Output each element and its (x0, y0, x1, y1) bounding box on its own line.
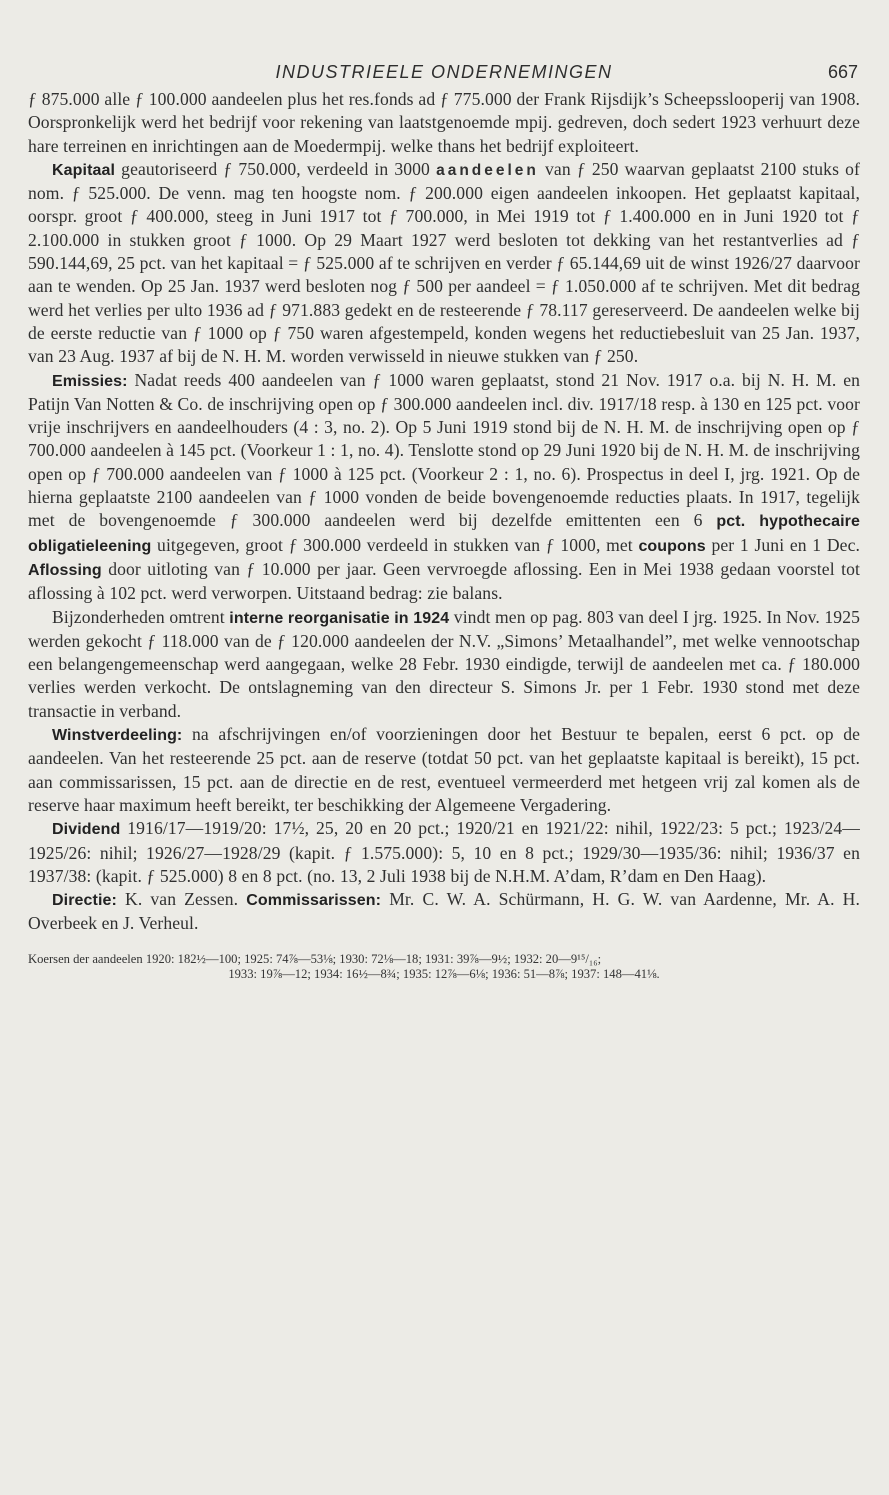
emissies-label: Emissies: (52, 372, 128, 390)
kapitaal-label: Kapitaal (52, 161, 116, 179)
directie-label: Directie: (52, 892, 117, 910)
coupons-term: coupons (638, 537, 706, 555)
commissarissen-label: Commissarissen: (246, 892, 382, 910)
paragraph-bestuur (28, 888, 860, 936)
emissies-text-b: uitgegeven, groot ƒ 300.000 verdeeld in stukken van ƒ 1000, met (151, 534, 639, 555)
footnote-koersen (28, 952, 860, 982)
emissies-text-a: Nadat reeds 400 aandeelen van ƒ 1000 waren geplaatst, stond 21 Nov. 1917 o.a. bij N. H. M. en Patijn Van Notten & Co. de inschrijving open op ƒ 300.000 aandeelen incl. div. 1917/18 resp. à 130 en 125 pct. voor vrije inschrijvers en aandeelhouders (4 : 3, no. 2). Op 5 Juni 1919 stond bij de N. H. M. de inschrijving open op ƒ 700.000 aandeelen à 145 pct. (Voorkeur 1 : 1, no. 4). Tenslotte stond op 29 Juni 1920 bij de N. H. M. de inschrijving open op ƒ 700.000 aandeelen van ƒ 1000 à 125 pct. (Voorkeur 2 : 1, no. 6). Prospectus in deel I, jrg. 1921. Op de hierna geplaatste 2100 aandeelen van ƒ 1000 vonden de beide bovengenoemde reducties plaats. In 1917, tegelijk met de bovengenoemde ƒ 300.000 aandeelen werd bij dezelfde emittenten een 6 (28, 369, 860, 531)
page (28, 58, 860, 982)
reorganisatie-term: interne reorganisatie in 1924 (229, 609, 450, 627)
page-number: 667 (827, 62, 858, 82)
dividend-label: Dividend (52, 821, 121, 839)
dividend-text: 1916/17—1919/20: 17½, 25, 20 en 20 pct.; 1920/21 en 1921/22: nihil, 1922/23: 5 pct.; 1923/24—1925/26: nihil; 1926/27—1928/29 (kapit. ƒ 1.575.000): 5, 10 en 8 pct.; 1929/30—1935/36: nihil; 1936/37 en 1937/38: (kapit. ƒ 525.000) 8 en 8 pct. (no. 13, 2 Juli 1938 bij de N.H.M. A’dam, R’dam en Den Haag). (28, 818, 860, 886)
emissies-text-d: door uitloting van ƒ 10.000 per jaar. Geen vervroegde aflossing. Een in Mei 1938 gedaan voorstel tot aflossing à 102 pct. werd verworpen. Uitstaand bedrag: zie balans. (28, 558, 860, 604)
kapitaal-emphasis: aandeelen (436, 161, 539, 179)
winstverdeeling-label: Winstverdeeling: (52, 727, 183, 745)
kapitaal-text-b: van ƒ 250 waarvan geplaatst 2100 stuks of nom. ƒ 525.000. De venn. mag ten hoogste nom. ƒ 200.000 eigen aandeelen inkoopen. Het geplaatst kapitaal, oorspr. groot ƒ 400.000, steeg in Juni 1917 tot ƒ 700.000, in Mei 1919 tot ƒ 1.400.000 en in Juni 1920 tot ƒ 2.100.000 in stukken groot ƒ 1000. Op 29 Maart 1927 werd besloten tot dekking van het restantverlies ad ƒ 590.144,69, 25 pct. van het kapitaal = ƒ 525.000 af te schrijven en verder ƒ 65.144,69 uit de winst 1926/27 daarvoor aan te wenden. Op 25 Jan. 1937 werd besloten nog ƒ 500 per aandeel = ƒ 1.050.000 af te schrijven. Met dit bedrag werd het verlies per ulto 1936 ad ƒ 971.883 gedekt en de resteerende ƒ 78.117 gereserveerd. De aandeelen welke bij de eerste reductie van ƒ 1000 op ƒ 750 waren afgestempeld, konden wegens het reductiebesluit van 25 Jan. 1937, van 23 Aug. 1937 af bij de N. H. M. worden verwisseld in nieuwe stukken van ƒ 250. (28, 158, 860, 367)
commissarissen-text: Mr. C. W. A. Schürmann, H. G. W. van Aardenne, Mr. A. H. Overbeek en J. Verheul. (28, 889, 860, 934)
paragraph-emissies (28, 369, 860, 606)
directie-text: K. van Zessen. (116, 889, 247, 910)
running-header (28, 58, 860, 88)
emissies-text-c: per 1 Juni en 1 Dec. (705, 534, 860, 555)
paragraph-kapitaal (28, 158, 860, 369)
paragraph-continuation: ƒ 875.000 alle ƒ 100.000 aandeelen plus het res.fonds ad ƒ 775.000 der Frank Rijsdijk’s Scheepsslooperij van 1908. Oorspronkelijk werd het bedrijf voor rekening van laatstgenoemde mpij. gedreven, doch sedert 1923 verhuurt deze hare terreinen en inrichtingen aan de Moedermpij. welke thans het bedrijf exploiteert. (28, 89, 860, 156)
obligatieleening-term: pct. hypothecaire obligatieleening (28, 513, 860, 555)
aflossing-term: Aflossing (28, 561, 102, 579)
footnote-line-1: Koersen der aandeelen 1920: 182½—100; 1925: 74⅞—53⅛; 1930: 72⅛—18; 1931: 39⅞—9½; 1932: 20—9¹⁵/₁₆; (28, 951, 602, 966)
paragraph-dividend (28, 817, 860, 888)
kapitaal-text-a: geautoriseerd ƒ 750.000, verdeeld in 3000 (115, 158, 437, 179)
paragraph-reorganisatie (28, 606, 860, 723)
body-text (28, 88, 860, 936)
paragraph-winstverdeeling (28, 723, 860, 817)
footnote-line-2: 1933: 19⅞—12; 1934: 16½—8¾; 1935: 12⅞—6⅛; 1936: 51—8⅞; 1937: 148—41⅛. (228, 966, 660, 981)
winstverdeeling-text: na afschrijvingen en/of voorzieningen door het Bestuur te bepalen, eerst 6 pct. op de aandeelen. Van het resteerende 25 pct. aan de reserve (totdat 50 pct. van het geplaatste kapitaal is bereikt), 15 pct. aan commissarissen, 15 pct. aan de directie en de rest, eventueel vermeerderd met hetgeen vrij zal komen als de reserve haar maximum heeft bereikt, ter beschikking der Algemeene Vergadering. (28, 724, 860, 815)
reorganisatie-text-b: vindt men op pag. 803 van deel I jrg. 1925. In Nov. 1925 werden gekocht ƒ 118.000 van de ƒ 120.000 aandeelen der N.V. „Simons’ Metaalhandel”, met welke vennootschap een belangengemeenschap werd aangegaan, welke 28 Febr. 1930 eindigde, terwijl de aandeelen met ca. ƒ 180.000 verlies werden verkocht. De ontslagneming van den directeur S. Simons Jr. per 1 Febr. 1930 stond met deze transactie in verband. (28, 606, 860, 721)
reorganisatie-text-a: Bijzonderheden omtrent (52, 606, 230, 627)
header-title: INDUSTRIEELE ONDERNEMINGEN (275, 62, 613, 82)
